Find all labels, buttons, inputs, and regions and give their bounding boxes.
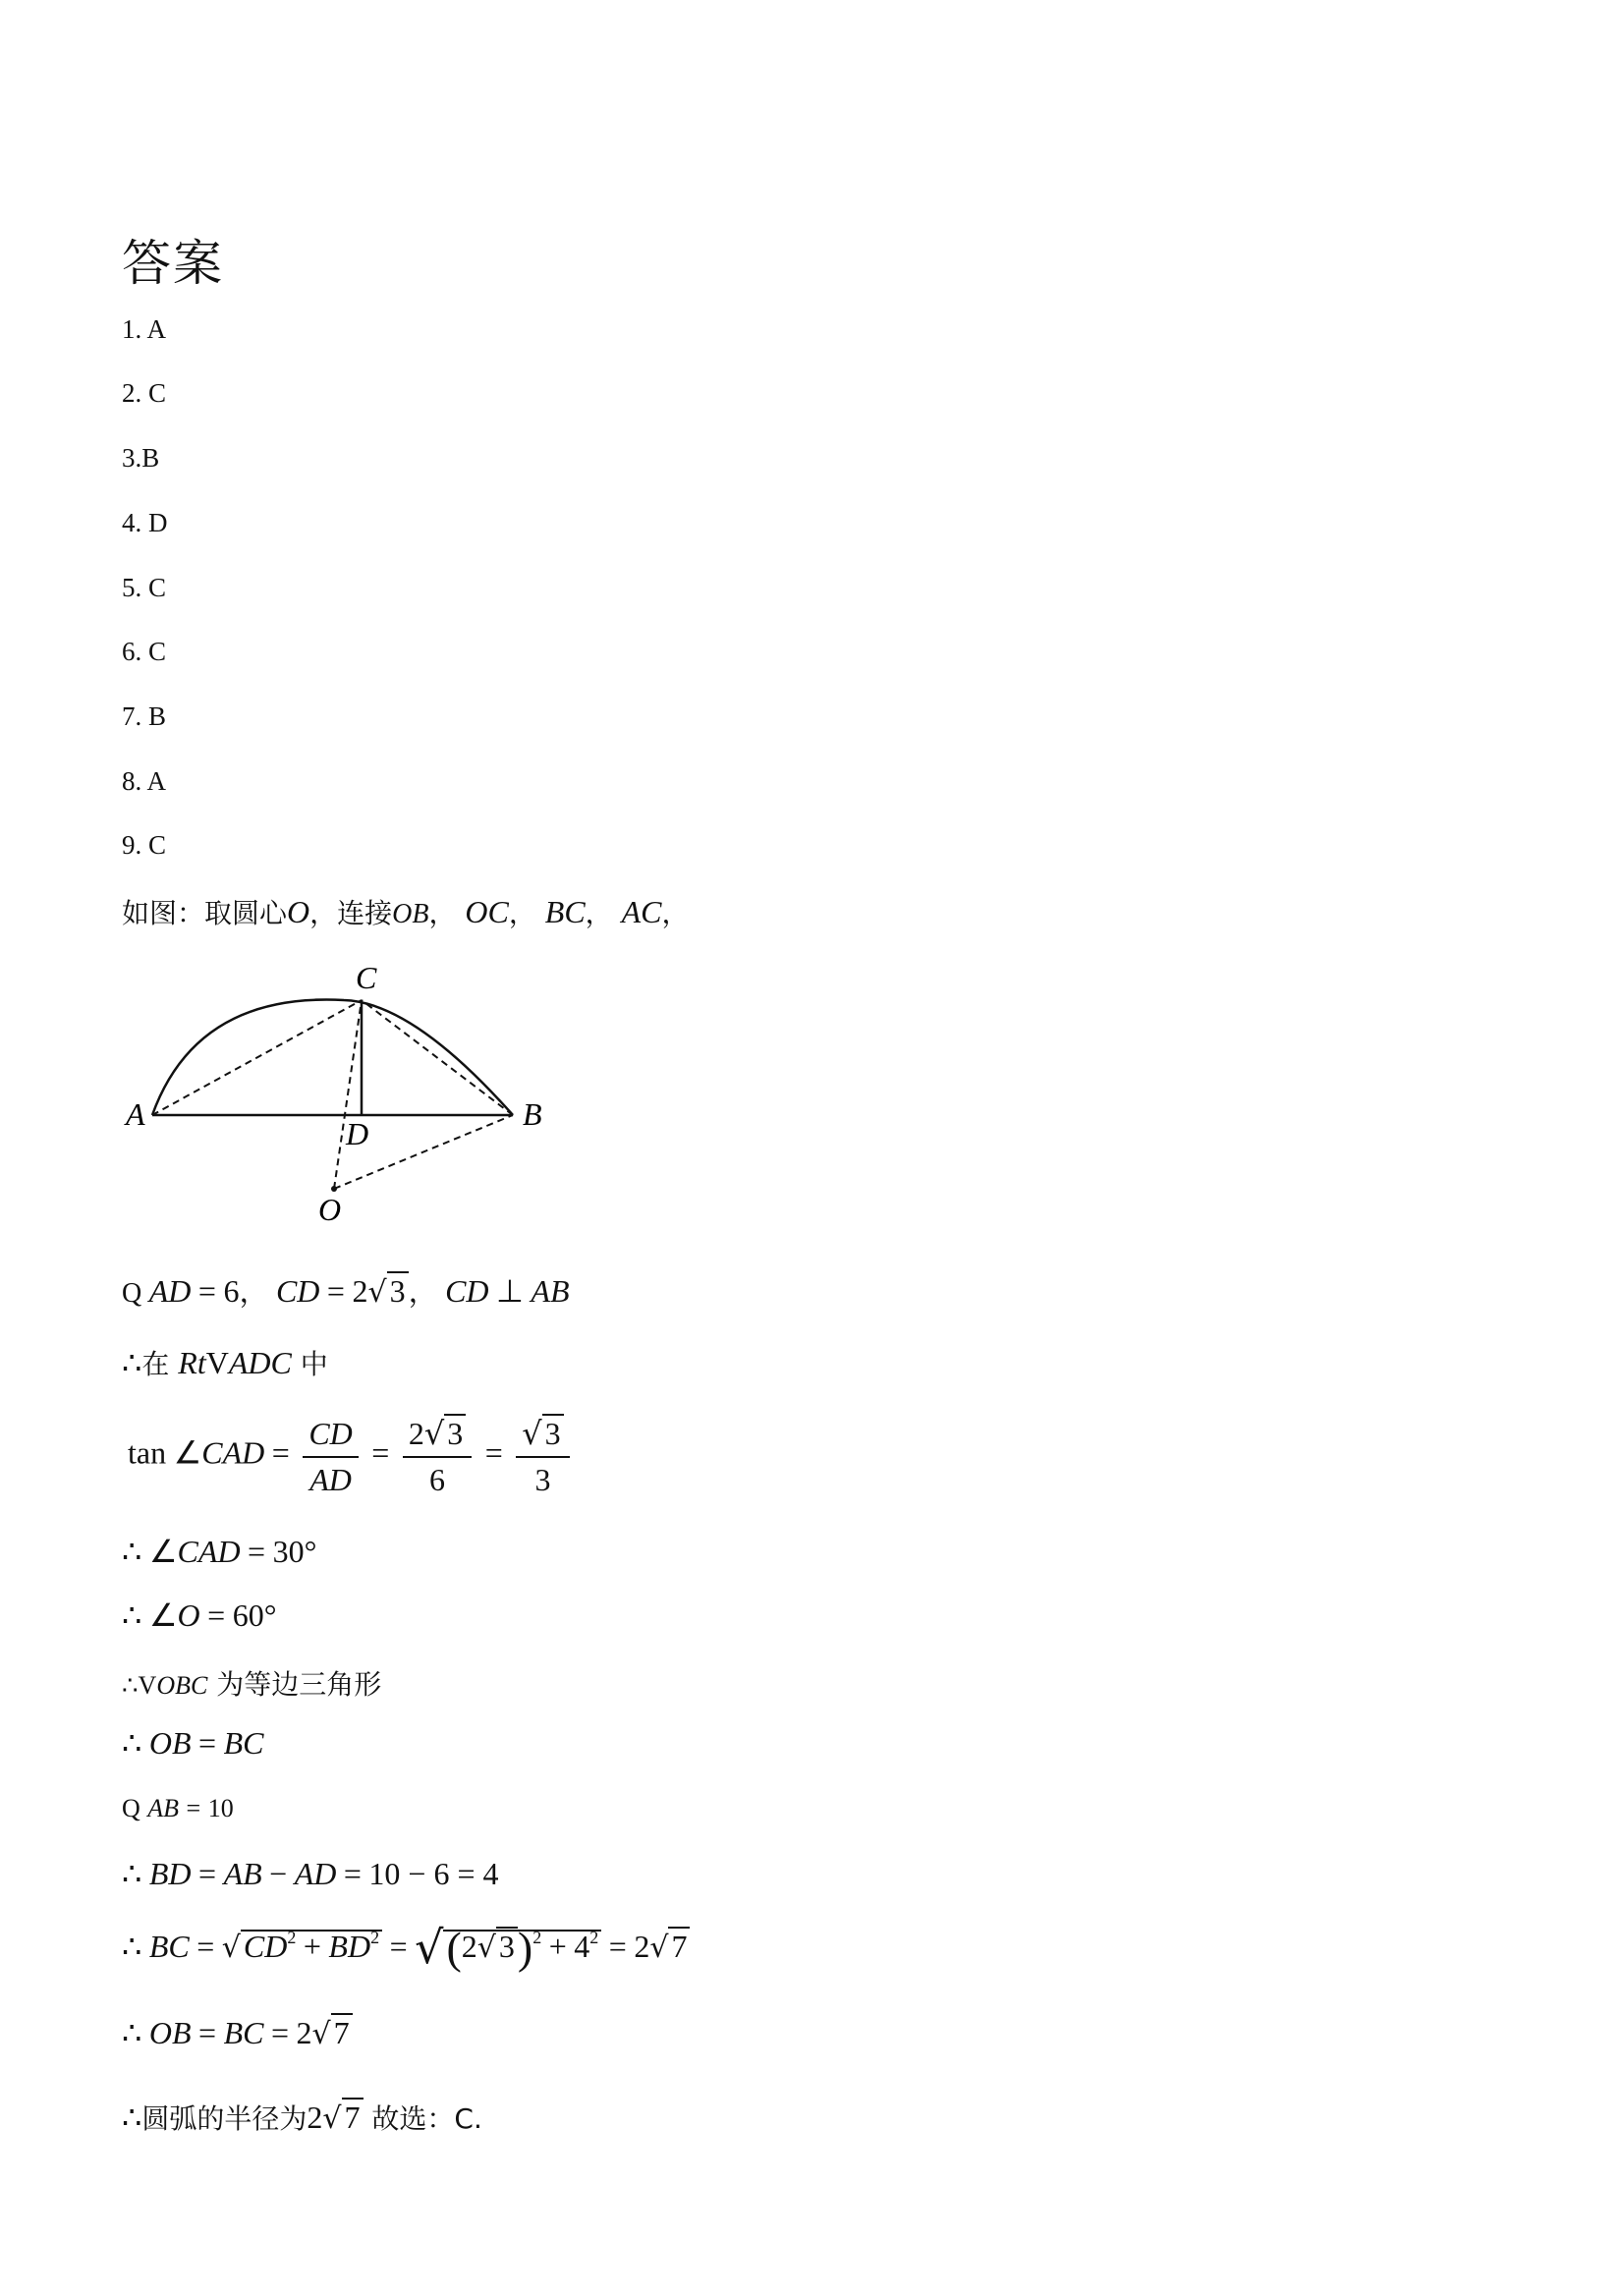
answer-item: 6. C — [122, 637, 167, 666]
step-ob-bc: ∴ OB = BC — [122, 1725, 264, 1761]
label-O: O — [318, 1192, 342, 1227]
step-ob-result: ∴ OB = BC = 2√7 — [122, 2014, 353, 2051]
fraction-sqrt3-3: $\frac{√3}{3}$ — [516, 1415, 569, 1498]
page-title: 答案 — [122, 235, 224, 292]
answer-item: 8. A — [122, 766, 167, 796]
answer-item: 3.B — [122, 443, 160, 473]
segment-OC — [334, 1000, 362, 1189]
answer-item: 1. A — [122, 314, 167, 344]
step-bd: ∴ BD = AB − AD = 10 − 6 = 4 — [122, 1856, 499, 1891]
fraction-cd-ad: $\frac{CD}{AD}$ — [303, 1416, 358, 1498]
answer-item: 9. C — [122, 830, 167, 860]
step-tan: tan ∠CAD = $\frac{CD}{AD}$ = $\frac{2√3}{6}$ = $\frac{√3}{3}$ — [128, 1415, 576, 1498]
label-A: A — [126, 1096, 145, 1132]
answer-item: 2. C — [122, 378, 167, 408]
label-C: C — [356, 960, 377, 995]
label-D: D — [346, 1116, 369, 1151]
fraction-2sqrt3-6: $\frac{2√3}{6}$ — [403, 1415, 472, 1498]
geometry-diagram — [118, 953, 570, 1238]
step-in-triangle: ∴在 RtVADC 中 — [122, 1345, 328, 1380]
step-conclusion: ∴圆弧的半径为2√7 故选：C. — [122, 2100, 482, 2136]
answer-item: 4. D — [122, 508, 168, 537]
step-equilateral: ∴VOBC 为等边三角形 — [122, 1668, 382, 1701]
answer-item: 5. C — [122, 573, 167, 602]
label-B: B — [523, 1096, 542, 1132]
answer-item: 7. B — [122, 701, 167, 731]
given-conditions: Q AD = 6， CD = 2√3 ， CD ⊥ AB — [122, 1273, 570, 1310]
step-angle-cad: ∴ ∠CAD = 30° — [122, 1534, 317, 1569]
step-bc-pythagoras: ∴ BC = $√CD^2 + BD^2 = √(2√3)^2 + 4^2 = 2√7$ — [122, 1921, 690, 1974]
segment-BC — [362, 1000, 513, 1115]
step-angle-o: ∴ ∠O = 60° — [122, 1597, 277, 1633]
solution-intro: 如图：取圆心O，连接OB， OC， BC， AC， — [122, 894, 690, 929]
step-ab: Q AB = 10 — [122, 1794, 234, 1822]
